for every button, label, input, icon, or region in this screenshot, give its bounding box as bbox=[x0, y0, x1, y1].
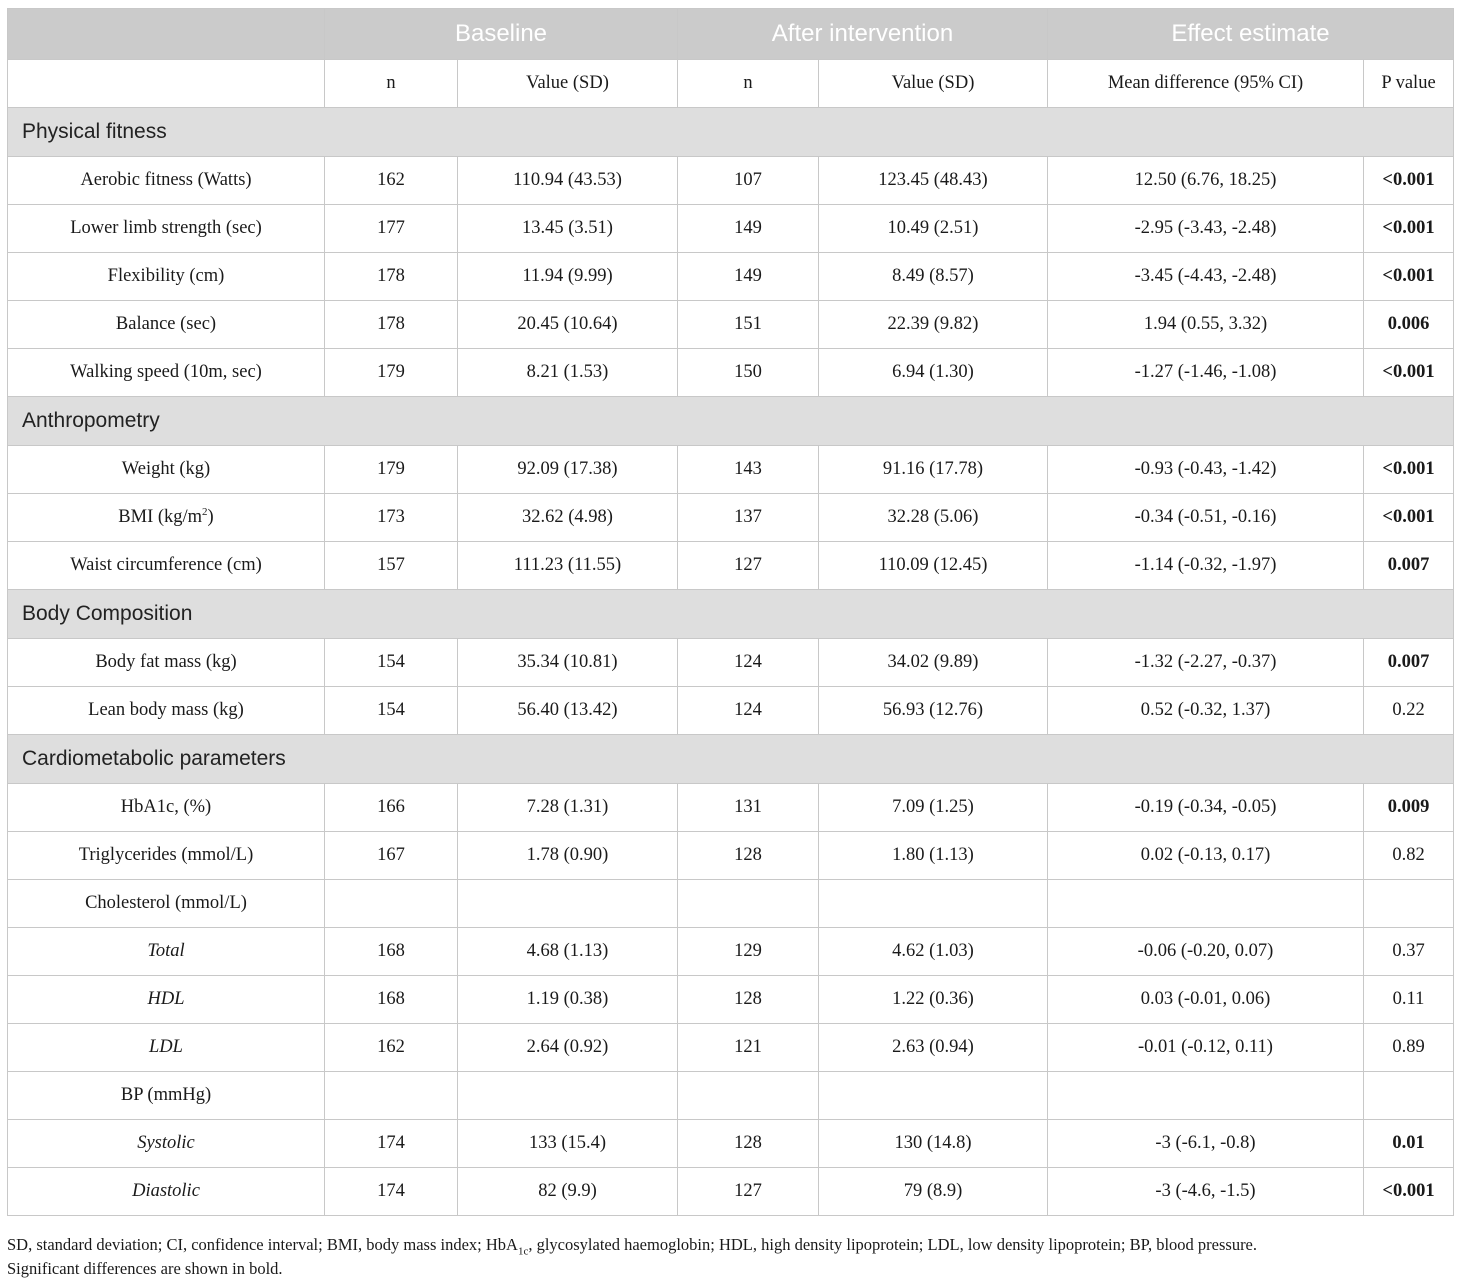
row-label-text: BMI (kg/m bbox=[118, 507, 203, 527]
row-label bbox=[8, 976, 325, 1024]
table-row bbox=[8, 1120, 1454, 1168]
table-row bbox=[8, 687, 1454, 735]
baseline-value-cell bbox=[458, 1072, 678, 1120]
p-value-cell: 0.007 bbox=[1364, 542, 1454, 590]
mean-difference-cell: -3 (-4.6, -1.5) bbox=[1048, 1168, 1364, 1216]
row-label bbox=[8, 446, 325, 494]
after-value-cell: 1.22 (0.36) bbox=[819, 976, 1048, 1024]
baseline-n-cell: 154 bbox=[325, 639, 458, 687]
table-row bbox=[8, 205, 1454, 253]
column-header-value-baseline: Value (SD) bbox=[458, 60, 678, 108]
row-label-text: Aerobic fitness (Watts) bbox=[80, 170, 252, 190]
after-value-cell: 32.28 (5.06) bbox=[819, 494, 1048, 542]
row-label-text: Triglycerides (mmol/L) bbox=[78, 845, 254, 865]
row-label-text: LDL bbox=[149, 1037, 183, 1057]
table-row bbox=[8, 832, 1454, 880]
results-table bbox=[7, 8, 1454, 1216]
group-header-after: After intervention bbox=[678, 9, 1048, 60]
baseline-n-cell: 168 bbox=[325, 976, 458, 1024]
after-value-cell: 4.62 (1.03) bbox=[819, 928, 1048, 976]
baseline-n-cell bbox=[325, 1072, 458, 1120]
row-label bbox=[8, 1024, 325, 1072]
row-label-suffix: ) bbox=[207, 507, 214, 527]
p-value-cell: 0.009 bbox=[1364, 784, 1454, 832]
p-value-cell: 0.82 bbox=[1364, 832, 1454, 880]
section-title: Anthropometry bbox=[8, 397, 1454, 446]
table-row bbox=[8, 301, 1454, 349]
row-label-text: HDL bbox=[147, 989, 185, 1009]
column-header-n-after: n bbox=[678, 60, 819, 108]
table-row bbox=[8, 349, 1454, 397]
baseline-n-cell: 174 bbox=[325, 1120, 458, 1168]
p-value-cell: <0.001 bbox=[1364, 1168, 1454, 1216]
column-header-mean-difference: Mean difference (95% CI) bbox=[1048, 60, 1364, 108]
group-header-empty bbox=[8, 9, 325, 60]
table-row bbox=[8, 1168, 1454, 1216]
table-row bbox=[8, 784, 1454, 832]
baseline-n-cell: 162 bbox=[325, 157, 458, 205]
column-header-value-after: Value (SD) bbox=[819, 60, 1048, 108]
row-label bbox=[8, 494, 325, 542]
mean-difference-cell: -3.45 (-4.43, -2.48) bbox=[1048, 253, 1364, 301]
p-value-cell: 0.007 bbox=[1364, 639, 1454, 687]
row-label bbox=[8, 687, 325, 735]
after-n-cell: 131 bbox=[678, 784, 819, 832]
after-value-cell bbox=[819, 880, 1048, 928]
after-n-cell: 127 bbox=[678, 542, 819, 590]
row-label bbox=[8, 253, 325, 301]
baseline-value-cell: 56.40 (13.42) bbox=[458, 687, 678, 735]
p-value-cell: <0.001 bbox=[1364, 157, 1454, 205]
row-label-text: Weight (kg) bbox=[121, 459, 211, 479]
row-label bbox=[8, 301, 325, 349]
group-header-row bbox=[8, 9, 1454, 60]
mean-difference-cell: -0.19 (-0.34, -0.05) bbox=[1048, 784, 1364, 832]
after-n-cell: 128 bbox=[678, 1120, 819, 1168]
row-label bbox=[8, 1168, 325, 1216]
after-value-cell: 56.93 (12.76) bbox=[819, 687, 1048, 735]
table-row bbox=[8, 542, 1454, 590]
table-row bbox=[8, 446, 1454, 494]
baseline-value-cell: 13.45 (3.51) bbox=[458, 205, 678, 253]
section-row bbox=[8, 397, 1454, 446]
footnote-significance: Significant differences are shown in bold. bbox=[7, 1259, 283, 1278]
section-title: Physical fitness bbox=[8, 108, 1454, 157]
baseline-n-cell: 162 bbox=[325, 1024, 458, 1072]
after-n-cell: 150 bbox=[678, 349, 819, 397]
section-row bbox=[8, 590, 1454, 639]
mean-difference-cell: -0.34 (-0.51, -0.16) bbox=[1048, 494, 1364, 542]
p-value-cell bbox=[1364, 1072, 1454, 1120]
footnote-text-b: , glycosylated haemoglobin; HDL, high density lipoprotein; LDL, low density lipoprotein; BP, blood pressure. bbox=[528, 1235, 1258, 1254]
baseline-n-cell: 168 bbox=[325, 928, 458, 976]
column-header-p-value: P value bbox=[1364, 60, 1454, 108]
after-value-cell: 123.45 (48.43) bbox=[819, 157, 1048, 205]
baseline-value-cell: 32.62 (4.98) bbox=[458, 494, 678, 542]
after-value-cell: 91.16 (17.78) bbox=[819, 446, 1048, 494]
after-n-cell: 124 bbox=[678, 639, 819, 687]
row-label bbox=[8, 542, 325, 590]
mean-difference-cell: 12.50 (6.76, 18.25) bbox=[1048, 157, 1364, 205]
row-label bbox=[8, 832, 325, 880]
row-label bbox=[8, 928, 325, 976]
after-value-cell: 2.63 (0.94) bbox=[819, 1024, 1048, 1072]
baseline-n-cell: 157 bbox=[325, 542, 458, 590]
row-label-text: Cholesterol (mmol/L) bbox=[85, 893, 247, 913]
mean-difference-cell: -2.95 (-3.43, -2.48) bbox=[1048, 205, 1364, 253]
baseline-value-cell: 82 (9.9) bbox=[458, 1168, 678, 1216]
mean-difference-cell: -0.06 (-0.20, 0.07) bbox=[1048, 928, 1364, 976]
mean-difference-cell: 0.02 (-0.13, 0.17) bbox=[1048, 832, 1364, 880]
after-value-cell: 10.49 (2.51) bbox=[819, 205, 1048, 253]
section-row bbox=[8, 735, 1454, 784]
row-label-superscript: 2 bbox=[202, 505, 208, 518]
mean-difference-cell bbox=[1048, 880, 1364, 928]
baseline-value-cell: 7.28 (1.31) bbox=[458, 784, 678, 832]
p-value-cell: 0.006 bbox=[1364, 301, 1454, 349]
after-n-cell: 143 bbox=[678, 446, 819, 494]
p-value-cell: <0.001 bbox=[1364, 349, 1454, 397]
after-value-cell bbox=[819, 1072, 1048, 1120]
row-label bbox=[8, 157, 325, 205]
mean-difference-cell bbox=[1048, 1072, 1364, 1120]
row-label bbox=[8, 205, 325, 253]
p-value-cell: <0.001 bbox=[1364, 253, 1454, 301]
mean-difference-cell: 1.94 (0.55, 3.32) bbox=[1048, 301, 1364, 349]
footnote-subscript: 1c bbox=[517, 1245, 529, 1258]
after-n-cell bbox=[678, 880, 819, 928]
section-title: Cardiometabolic parameters bbox=[8, 735, 1454, 784]
after-value-cell: 110.09 (12.45) bbox=[819, 542, 1048, 590]
mean-difference-cell: -1.32 (-2.27, -0.37) bbox=[1048, 639, 1364, 687]
row-label bbox=[8, 639, 325, 687]
after-n-cell bbox=[678, 1072, 819, 1120]
baseline-value-cell: 11.94 (9.99) bbox=[458, 253, 678, 301]
after-value-cell: 7.09 (1.25) bbox=[819, 784, 1048, 832]
mean-difference-cell: -3 (-6.1, -0.8) bbox=[1048, 1120, 1364, 1168]
p-value-cell bbox=[1364, 880, 1454, 928]
baseline-n-cell: 174 bbox=[325, 1168, 458, 1216]
after-n-cell: 137 bbox=[678, 494, 819, 542]
row-label bbox=[8, 1072, 325, 1120]
table-row bbox=[8, 976, 1454, 1024]
table-row bbox=[8, 253, 1454, 301]
table-row bbox=[8, 1072, 1454, 1120]
row-label-text: Flexibility (cm) bbox=[107, 266, 225, 286]
baseline-value-cell: 8.21 (1.53) bbox=[458, 349, 678, 397]
baseline-n-cell: 178 bbox=[325, 301, 458, 349]
baseline-n-cell: 166 bbox=[325, 784, 458, 832]
after-n-cell: 151 bbox=[678, 301, 819, 349]
row-label bbox=[8, 349, 325, 397]
footnote-abbreviations bbox=[7, 1233, 1457, 1257]
after-value-cell: 8.49 (8.57) bbox=[819, 253, 1048, 301]
baseline-n-cell: 178 bbox=[325, 253, 458, 301]
row-label-text: Lean body mass (kg) bbox=[88, 700, 244, 720]
table-row bbox=[8, 928, 1454, 976]
p-value-cell: <0.001 bbox=[1364, 205, 1454, 253]
table-row bbox=[8, 1024, 1454, 1072]
p-value-cell: 0.22 bbox=[1364, 687, 1454, 735]
baseline-n-cell: 179 bbox=[325, 446, 458, 494]
column-header-n-baseline: n bbox=[325, 60, 458, 108]
column-header-row bbox=[8, 60, 1454, 108]
table-row bbox=[8, 494, 1454, 542]
p-value-cell: 0.01 bbox=[1364, 1120, 1454, 1168]
row-label-text: Total bbox=[147, 941, 185, 961]
row-label bbox=[8, 880, 325, 928]
mean-difference-cell: 0.52 (-0.32, 1.37) bbox=[1048, 687, 1364, 735]
p-value-cell: <0.001 bbox=[1364, 494, 1454, 542]
row-label-text: Balance (sec) bbox=[115, 314, 217, 334]
after-value-cell: 6.94 (1.30) bbox=[819, 349, 1048, 397]
mean-difference-cell: 0.03 (-0.01, 0.06) bbox=[1048, 976, 1364, 1024]
mean-difference-cell: -0.01 (-0.12, 0.11) bbox=[1048, 1024, 1364, 1072]
table-row bbox=[8, 880, 1454, 928]
baseline-n-cell bbox=[325, 880, 458, 928]
row-label-text: Waist circumference (cm) bbox=[70, 555, 262, 575]
section-title: Body Composition bbox=[8, 590, 1454, 639]
after-n-cell: 124 bbox=[678, 687, 819, 735]
baseline-value-cell: 1.19 (0.38) bbox=[458, 976, 678, 1024]
group-header-effect: Effect estimate bbox=[1048, 9, 1454, 60]
row-label-text: HbA1c, (%) bbox=[120, 797, 212, 817]
after-value-cell: 130 (14.8) bbox=[819, 1120, 1048, 1168]
baseline-n-cell: 173 bbox=[325, 494, 458, 542]
baseline-value-cell: 133 (15.4) bbox=[458, 1120, 678, 1168]
after-value-cell: 34.02 (9.89) bbox=[819, 639, 1048, 687]
row-label bbox=[8, 1120, 325, 1168]
baseline-n-cell: 177 bbox=[325, 205, 458, 253]
row-label-text: Diastolic bbox=[132, 1181, 200, 1201]
baseline-value-cell: 111.23 (11.55) bbox=[458, 542, 678, 590]
baseline-n-cell: 179 bbox=[325, 349, 458, 397]
table-row bbox=[8, 639, 1454, 687]
after-n-cell: 121 bbox=[678, 1024, 819, 1072]
mean-difference-cell: -1.27 (-1.46, -1.08) bbox=[1048, 349, 1364, 397]
table-footnote bbox=[7, 1233, 1457, 1281]
p-value-cell: 0.37 bbox=[1364, 928, 1454, 976]
row-label-text: Systolic bbox=[137, 1133, 195, 1153]
baseline-value-cell: 110.94 (43.53) bbox=[458, 157, 678, 205]
table-row bbox=[8, 157, 1454, 205]
table-body bbox=[8, 108, 1454, 1216]
row-label-text: Walking speed (10m, sec) bbox=[70, 362, 262, 382]
section-row bbox=[8, 108, 1454, 157]
p-value-cell: 0.89 bbox=[1364, 1024, 1454, 1072]
after-value-cell: 1.80 (1.13) bbox=[819, 832, 1048, 880]
baseline-value-cell: 92.09 (17.38) bbox=[458, 446, 678, 494]
after-n-cell: 107 bbox=[678, 157, 819, 205]
baseline-value-cell: 2.64 (0.92) bbox=[458, 1024, 678, 1072]
after-value-cell: 22.39 (9.82) bbox=[819, 301, 1048, 349]
baseline-value-cell: 20.45 (10.64) bbox=[458, 301, 678, 349]
row-label-text: Lower limb strength (sec) bbox=[70, 218, 262, 238]
mean-difference-cell: -0.93 (-0.43, -1.42) bbox=[1048, 446, 1364, 494]
after-n-cell: 149 bbox=[678, 205, 819, 253]
baseline-value-cell: 1.78 (0.90) bbox=[458, 832, 678, 880]
baseline-value-cell bbox=[458, 880, 678, 928]
row-label-text: BP (mmHg) bbox=[120, 1085, 212, 1105]
footnote-text-a: SD, standard deviation; CI, confidence interval; BMI, body mass index; HbA bbox=[7, 1235, 518, 1254]
mean-difference-cell: -1.14 (-0.32, -1.97) bbox=[1048, 542, 1364, 590]
p-value-cell: 0.11 bbox=[1364, 976, 1454, 1024]
row-label-text: Body fat mass (kg) bbox=[95, 652, 237, 672]
after-n-cell: 128 bbox=[678, 976, 819, 1024]
baseline-value-cell: 4.68 (1.13) bbox=[458, 928, 678, 976]
after-n-cell: 127 bbox=[678, 1168, 819, 1216]
after-n-cell: 128 bbox=[678, 832, 819, 880]
group-header-baseline: Baseline bbox=[325, 9, 678, 60]
column-header-empty bbox=[8, 60, 325, 108]
p-value-cell: <0.001 bbox=[1364, 446, 1454, 494]
baseline-value-cell: 35.34 (10.81) bbox=[458, 639, 678, 687]
baseline-n-cell: 154 bbox=[325, 687, 458, 735]
after-value-cell: 79 (8.9) bbox=[819, 1168, 1048, 1216]
after-n-cell: 129 bbox=[678, 928, 819, 976]
baseline-n-cell: 167 bbox=[325, 832, 458, 880]
row-label bbox=[8, 784, 325, 832]
after-n-cell: 149 bbox=[678, 253, 819, 301]
